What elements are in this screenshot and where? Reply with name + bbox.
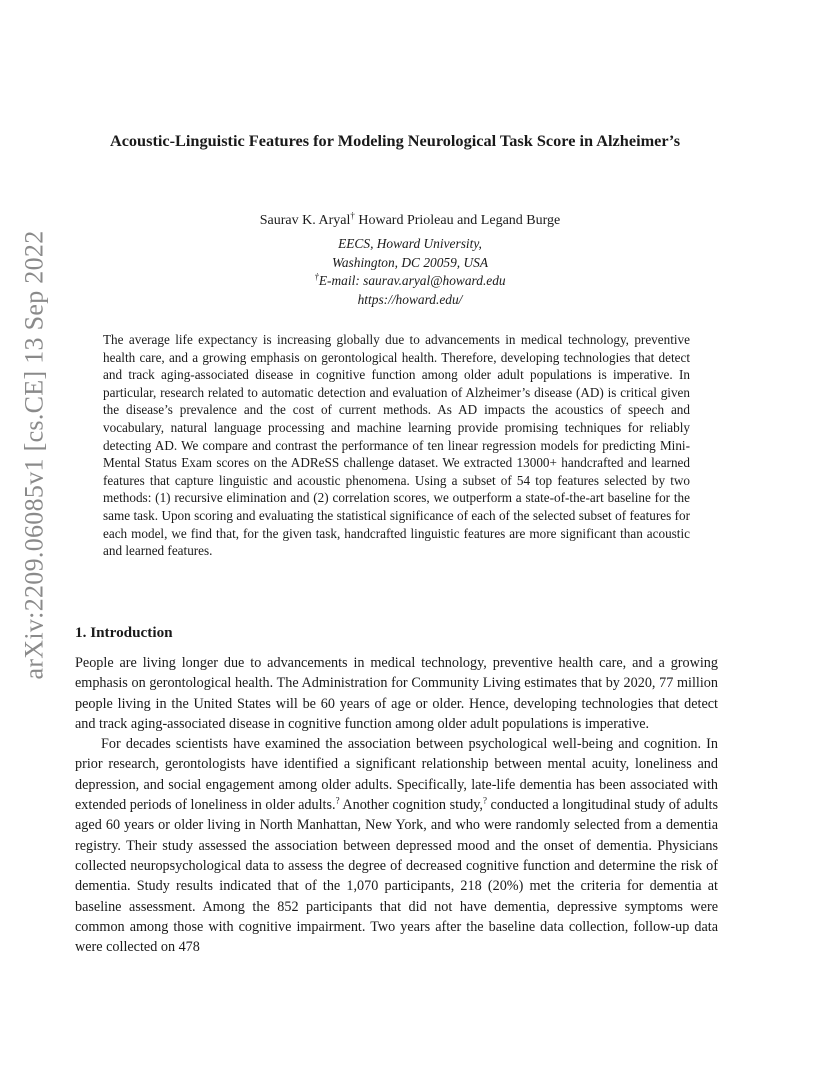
author-first-mark: † <box>350 210 355 221</box>
author-first: Saurav K. Aryal <box>259 213 351 228</box>
paragraph-2 <box>75 734 718 957</box>
affiliation-address: Washington, DC 20059, USA <box>331 254 489 270</box>
paper-title: Acoustic-Linguistic Features for Modeling Neurological Task Score in Alzheimer’s <box>109 131 681 150</box>
citation-mark-2: ? <box>482 795 487 806</box>
section-heading-introduction: 1. Introduction <box>75 624 173 641</box>
introduction-body <box>75 653 718 957</box>
paragraph-2-part-a: For decades scientists have examined the association between psychological well-being and cognition. In prior research, gerontologists have identified a significant relationship between mental acuity, loneliness and depression, and social engagement among older adults. Specifically, late-life dementia has been associated with extended periods of loneliness in older adults. <box>75 736 718 814</box>
email-mark: † <box>314 271 319 282</box>
paragraph-1: People are living longer due to advancements in medical technology, preventive health care, and a growing emphasis on gerontological health. The Administration for Community Living estimates that by 2020, 77 million people living in the United States will be 60 years of age or older. Hence, developing technologies that detect and track aging-associated disease in cognitive function among older adult populations is imperative. <box>75 655 718 732</box>
email-text: E-mail: saurav.aryal@howard.edu <box>318 273 506 289</box>
affiliation-email <box>100 272 720 291</box>
paragraph-2-part-c: conducted a longitudinal study of adults aged 60 years or older living in North Manhattan, New York, and who were randomly selected from a dementia registry. Their study assessed the association between depressed mood and the onset of dementia. Physicians collected neuropsychological data to assess the degree of decreased cognitive function and determine the risk of dementia. Study results indicated that of the 1,070 participants, 218 (20%) met the criteria for dementia at baseline assessment. Among the 852 participants that did not have dementia, depressive symptoms were common among those with cognitive impairment. Two years after the baseline data collection, follow-up data were collected on 478 <box>75 797 718 956</box>
affiliation-url: https://howard.edu/ <box>357 292 463 308</box>
arxiv-identifier-text: arXiv:2209.06085v1 [cs.CE] 13 Sep 2022 <box>20 230 49 680</box>
citation-mark-1: ? <box>335 795 340 806</box>
affiliation-block <box>100 235 720 310</box>
author-list <box>100 212 720 230</box>
abstract: The average life expectancy is increasing globally due to advancements in medical technology, preventive health care, and a growing emphasis on gerontological health. Therefore, developing technologies that detect and track aging-associated disease in cognitive function among older adult populations is imperative. In particular, research related to automatic detection and evaluation of Alzheimer’s disease (AD) is critical given the disease’s prevalence and the cost of current methods. As AD impacts the acoustics of speech and vocabulary, natural language processing and machine learning provide promising techniques for reliably detecting AD. We compare and contrast the performance of ten linear regression models for predicting Mini-Mental Status Exam scores on the ADReSS challenge dataset. We extracted 13000+ handcrafted and learned features that capture linguistic and acoustic phenomena. Using a subset of 54 top features selected by two methods: (1) recursive elimination and (2) correlation scores, we outperform a state-of-the-art baseline for the same task. Upon scoring and evaluating the statistical significance of each of the selected subset of features for each model, we find that, for the given task, handcrafted linguistic features are more significant than acoustic and learned features. <box>103 332 690 559</box>
author-rest: Howard Prioleau and Legand Burge <box>354 213 561 228</box>
affiliation-dept: EECS, Howard University, <box>338 236 482 251</box>
paragraph-2-part-b: Another cognition study, <box>339 797 483 814</box>
arxiv-identifier-stamp <box>10 140 60 770</box>
